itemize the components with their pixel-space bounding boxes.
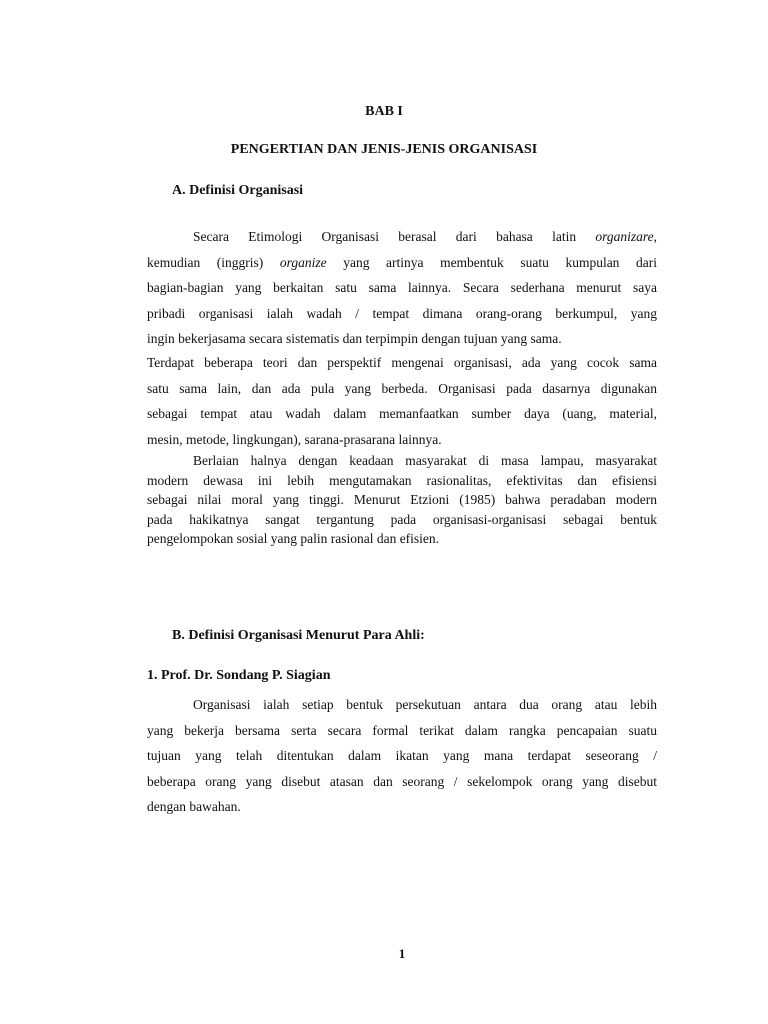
section-a-paragraph-3 — [147, 451, 657, 549]
paragraph-line: modern dewasa ini lebih mengutamakan rasionalitas, efektivitas dan efisiensi — [147, 472, 657, 488]
paragraph-line: tujuan yang telah ditentukan dalam ikatan yang mana terdapat seseorang / — [147, 748, 657, 763]
section-a-heading: A. Definisi Organisasi — [172, 183, 304, 198]
expert-1-heading: 1. Prof. Dr. Sondang P. Siagian — [147, 668, 331, 683]
chapter-title: PENGERTIAN DAN JENIS-JENIS ORGANISASI — [230, 142, 538, 157]
italic-term: organize — [279, 254, 327, 270]
paragraph-line: pengelompokan sosial yang palin rasional dan efisien. — [147, 531, 440, 546]
italic-term: organizare — [595, 229, 654, 244]
paragraph-line: pribadi organisasi ialah wadah / tempat dimana orang-orang berkumpul, yang — [147, 305, 657, 321]
paragraph-line: Organisasi ialah setiap bentuk persekutuan antara dua orang atau lebih — [193, 697, 657, 712]
expert-1-paragraph — [147, 692, 657, 820]
section-a-paragraph-1 — [147, 224, 657, 352]
section-b-heading: B. Definisi Organisasi Menurut Para Ahli: — [172, 628, 425, 643]
paragraph-line: beberapa orang yang disebut atasan dan seorang / sekelompok orang yang disebut — [147, 773, 657, 789]
page-number: 1 — [398, 946, 406, 961]
paragraph-line: mesin, metode, lingkungan), sarana-prasarana lainnya. — [147, 431, 442, 447]
paragraph-line: Berlaian halnya dengan keadaan masyarakat di masa lampau, masyarakat — [193, 453, 657, 468]
paragraph-line: bagian-bagian yang berkaitan satu sama lainnya. Secara sederhana menurut saya — [147, 280, 657, 295]
paragraph-line: yang bekerja bersama serta secara formal terikat dalam rangka pencapaian suatu — [147, 722, 657, 738]
paragraph-line: sebagai tempat atau wadah dalam memanfaatkan sumber daya (uang, material, — [147, 406, 657, 421]
paragraph-line: pada hakikatnya sangat tergantung pada organisasi-organisasi sebagai bentuk — [147, 511, 657, 527]
chapter-label: BAB I — [365, 104, 403, 119]
paragraph-line: ingin bekerjasama secara sistematis dan terpimpin dengan tujuan yang sama. — [147, 331, 562, 346]
paragraph-line: Terdapat beberapa teori dan perspektif mengenai organisasi, ada yang cocok sama — [147, 355, 657, 370]
paragraph-line: sebagai nilai moral yang tinggi. Menurut Etzioni (1985) bahwa peradaban modern — [147, 492, 657, 507]
paragraph-line: dengan bawahan. — [147, 799, 241, 814]
section-a-paragraph-2 — [147, 350, 657, 452]
paragraph-line: Secara Etimologi Organisasi berasal dari bahasa latin organizare, — [193, 229, 657, 244]
paragraph-line: satu sama lain, dan ada pula yang berbeda. Organisasi pada dasarnya digunakan — [147, 380, 657, 396]
paragraph-line: kemudian (inggris) organize yang artinya membentuk suatu kumpulan dari — [147, 254, 657, 270]
